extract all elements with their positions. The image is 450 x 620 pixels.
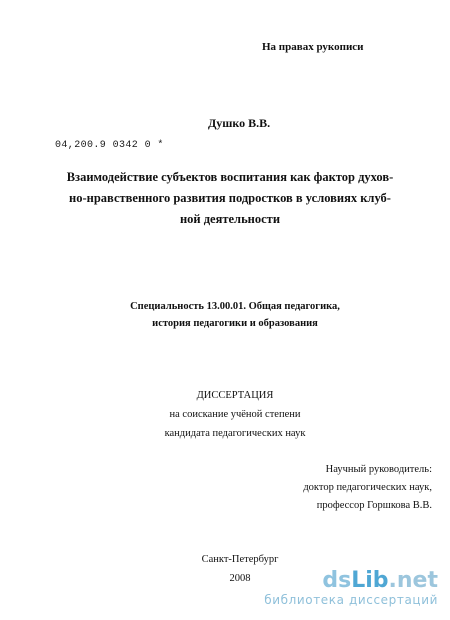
- scientific-supervisor: [260, 461, 432, 515]
- document-type: ДИССЕРТАЦИЯ: [196, 390, 274, 401]
- watermark-logo: [264, 569, 438, 593]
- degree-statement: [80, 386, 390, 443]
- author-name: Душко В.В.: [208, 116, 271, 130]
- supervisor-degree: доктор педагогических наук,: [303, 482, 432, 493]
- rights-notice: На правах рукописи: [262, 41, 364, 53]
- supervisor-name: профессор Горшкова В.В.: [316, 500, 432, 511]
- specialty: [40, 298, 430, 332]
- watermark-subtitle: библиотека диссертаций: [264, 593, 438, 607]
- library-stamp: 04,200.9 0342 0 *: [55, 140, 164, 151]
- watermark-logo-part: .net: [388, 568, 438, 593]
- degree-line: на соискание учёной степени: [169, 409, 301, 420]
- title-line: ной деятельности: [179, 212, 281, 226]
- watermark-logo-part: ds: [322, 568, 352, 593]
- title-line: Взаимодействие субъектов воспитания как фактор духов-: [66, 170, 394, 184]
- specialty-line: Специальность 13.00.01. Общая педагогика,: [130, 301, 340, 312]
- year: 2008: [229, 573, 251, 584]
- title-line: но-нравственного развития подростков в условиях клуб-: [69, 191, 391, 205]
- dissertation-title: [40, 167, 420, 230]
- degree-line: кандидата педагогических наук: [164, 428, 306, 439]
- watermark-logo-part: Lib: [351, 568, 389, 593]
- supervisor-label: Научный руководитель:: [325, 464, 432, 475]
- specialty-line: история педагогики и образования: [152, 318, 318, 329]
- city: Санкт-Петербург: [201, 554, 279, 565]
- dslib-watermark: [264, 569, 438, 607]
